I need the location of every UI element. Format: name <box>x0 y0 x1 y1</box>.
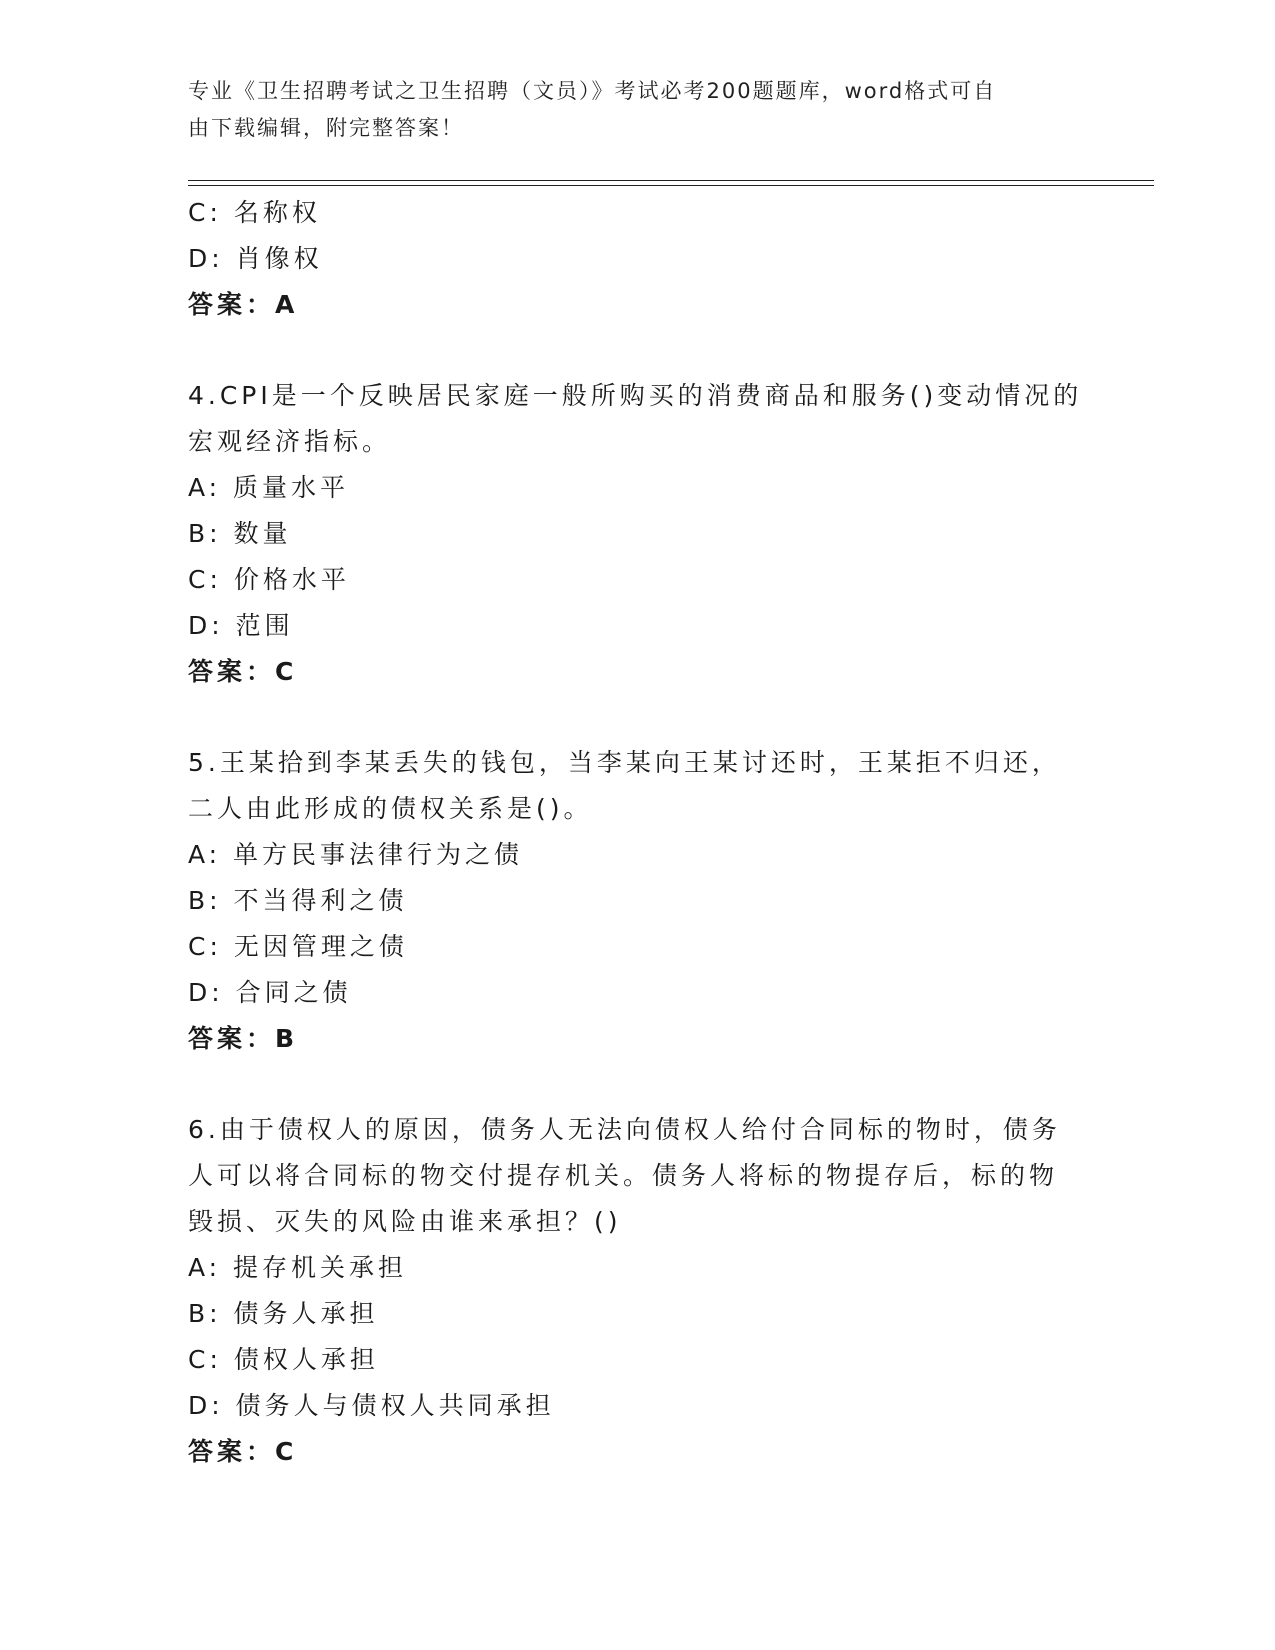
option-d: D: 范围 <box>188 611 294 640</box>
answer-label: 答案：C <box>188 657 298 686</box>
question-stem-line: 宏观经济指标。 <box>188 427 392 456</box>
spacer <box>188 328 1088 373</box>
option-c: C: 无因管理之债 <box>188 932 408 961</box>
question-list <box>188 190 1088 1475</box>
header-divider-bottom <box>188 185 1154 186</box>
question-3-tail <box>188 190 1088 328</box>
option-c: C: 债权人承担 <box>188 1345 379 1374</box>
header-title-line-1: 专业《卫生招聘考试之卫生招聘（文员）》考试必考200题题库，word格式可自 <box>188 79 997 103</box>
question-stem-line: 5.王某拾到李某丢失的钱包，当李某向王某讨还时，王某拒不归还， <box>188 748 1061 777</box>
question-stem-line: 二人由此形成的债权关系是()。 <box>188 794 593 823</box>
answer-label: 答案：B <box>188 1024 299 1053</box>
question-stem-line: 4.CPI是一个反映居民家庭一般所购买的消费商品和服务()变动情况的 <box>188 381 1083 410</box>
option-b: B: 债务人承担 <box>188 1299 379 1328</box>
option-a: A: 质量水平 <box>188 473 350 502</box>
option-b: B: 不当得利之债 <box>188 886 408 915</box>
document-header <box>188 73 1068 147</box>
spacer <box>188 1062 1088 1107</box>
option-a: A: 单方民事法律行为之债 <box>188 840 524 869</box>
option-d: D: 债务人与债权人共同承担 <box>188 1391 555 1420</box>
option-c: C: 名称权 <box>188 198 321 227</box>
question-6 <box>188 1107 1088 1475</box>
option-d: D: 肖像权 <box>188 244 323 273</box>
question-4 <box>188 373 1088 695</box>
header-divider-top <box>188 180 1154 181</box>
question-stem-line: 6.由于债权人的原因，债务人无法向债权人给付合同标的物时，债务 <box>188 1115 1061 1144</box>
option-d: D: 合同之债 <box>188 978 352 1007</box>
question-stem-line: 人可以将合同标的物交付提存机关。债务人将标的物提存后，标的物 <box>188 1161 1059 1190</box>
header-title-line-2: 由下载编辑，附完整答案！ <box>188 116 464 140</box>
spacer <box>188 695 1088 740</box>
option-c: C: 价格水平 <box>188 565 350 594</box>
option-a: A: 提存机关承担 <box>188 1253 408 1282</box>
question-stem-line: 毁损、灭失的风险由谁来承担？() <box>188 1207 622 1236</box>
option-b: B: 数量 <box>188 519 292 548</box>
answer-label: 答案：A <box>188 290 299 319</box>
answer-label: 答案：C <box>188 1437 298 1466</box>
question-5 <box>188 740 1088 1062</box>
